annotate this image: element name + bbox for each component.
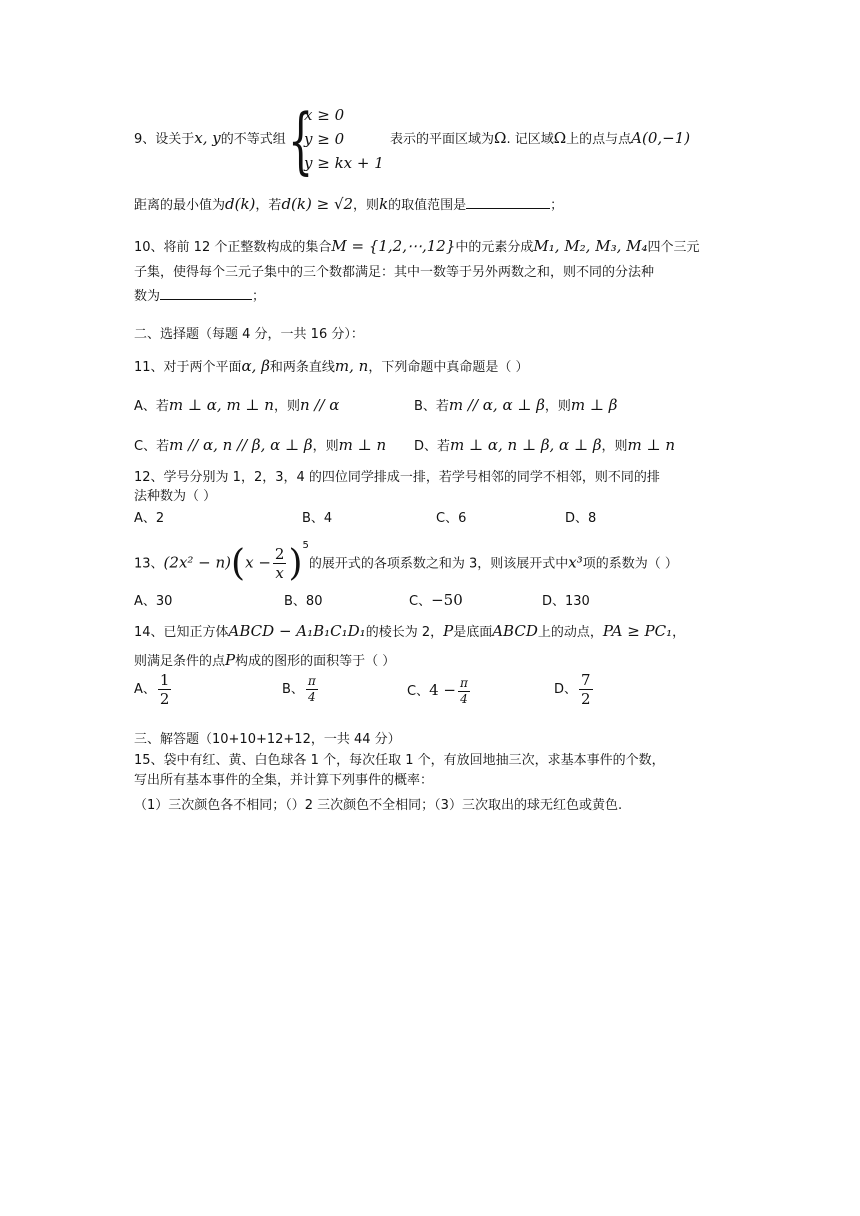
q14-base: ABCD bbox=[492, 622, 538, 640]
q14-option-c[interactable] bbox=[407, 668, 472, 712]
q10-line2: 子集，使得每个三元子集中的三个数都满足：其中一数等于另外两数之和，则不同的分法种 bbox=[134, 265, 655, 280]
q13-stem bbox=[134, 536, 678, 584]
q11-b-label: B、若 bbox=[414, 399, 449, 414]
q9-end: ； bbox=[550, 198, 564, 213]
q14-line2-b: 构成的图形的面积等于（ ） bbox=[235, 654, 396, 669]
q13-text2: 项的系数为（ ） bbox=[582, 556, 678, 572]
q10-b: 中的元素分成 bbox=[455, 240, 534, 255]
q14-b-label: B、 bbox=[282, 682, 304, 697]
q9-on-points: 上的点与点 bbox=[566, 132, 632, 147]
q15-line3: （1）三次颜色各不相同；（）2 三次颜色不全相同；（3）三次取出的球无红色或黄色. bbox=[134, 798, 623, 813]
q11-d-then: ，则 bbox=[601, 439, 628, 454]
q9-ineq-1: x ≥ 0 bbox=[304, 106, 345, 124]
q11-b-math: m // α, α ⊥ β bbox=[448, 396, 545, 414]
q9-line1-b bbox=[390, 129, 690, 149]
q14-e: ， bbox=[672, 625, 686, 640]
q11-b-then: ，则 bbox=[544, 399, 571, 414]
q13-exponent: 5 bbox=[302, 540, 309, 551]
q11-b: 和两条直线 bbox=[269, 360, 335, 375]
q9-record: . 记区域 bbox=[506, 132, 554, 147]
q14-a-den: 2 bbox=[159, 690, 170, 708]
q11-d-label: D、若 bbox=[414, 439, 451, 454]
q14-a-num: 1 bbox=[159, 671, 170, 689]
q11-c-label: C、若 bbox=[134, 439, 170, 454]
q10-subsets: M₁, M₂, M₃, M₄ bbox=[533, 237, 648, 255]
q14-option-a[interactable] bbox=[134, 668, 173, 712]
q12-line2: 法种数为（ ） bbox=[134, 489, 217, 504]
q14-c-num: π bbox=[459, 676, 468, 690]
q9-cond: d(k) ≥ √2 bbox=[281, 195, 354, 213]
q12-option-c[interactable]: C、6 bbox=[436, 511, 467, 526]
section-3-heading: 三、解答题（10+10+12+12，一共 44 分） bbox=[134, 732, 401, 747]
q13-option-a[interactable]: A、30 bbox=[134, 594, 173, 609]
q9-line2-a: 距离的最小值为 bbox=[134, 198, 226, 213]
q9-prefix: 9、设关于 bbox=[134, 132, 195, 147]
q13-open-paren: ( bbox=[231, 542, 246, 584]
q9-line2-c: ，则 bbox=[353, 198, 380, 213]
section-2-heading: 二、选择题（每题 4 分，一共 16 分）： bbox=[134, 327, 364, 342]
q11-c-then: ，则 bbox=[312, 439, 339, 454]
q9-omega-2: Ω bbox=[553, 129, 567, 147]
q14-d-num: 7 bbox=[581, 671, 591, 689]
q10-line3-text: 数为 bbox=[134, 289, 161, 304]
q9-ineq-2: y ≥ 0 bbox=[304, 130, 345, 148]
q14-option-d[interactable] bbox=[554, 668, 595, 712]
q10-c: 四个三元 bbox=[647, 240, 700, 255]
q11-a-label: A、若 bbox=[134, 399, 169, 414]
q10-line1 bbox=[134, 237, 700, 257]
q14-cube: ABCD − A₁B₁C₁D₁ bbox=[228, 622, 366, 640]
q14-b-fraction bbox=[306, 674, 318, 705]
q11-option-d[interactable] bbox=[414, 436, 675, 456]
q10-line3 bbox=[134, 285, 265, 306]
q14-line2-p: P bbox=[225, 651, 236, 669]
q11-d-math: m ⊥ α, n ⊥ β, α ⊥ β bbox=[450, 436, 602, 454]
q13-x: x − bbox=[245, 553, 271, 572]
q13-lead: (2x² − n) bbox=[163, 553, 232, 572]
q13-fraction-num: 2 bbox=[274, 545, 285, 564]
q10-a: 10、将前 12 个正整数构成的集合 bbox=[134, 240, 332, 255]
q13-fraction-den: x bbox=[275, 564, 284, 583]
q12-option-a[interactable]: A、2 bbox=[134, 511, 165, 526]
q14-cond: PA ≥ PC₁ bbox=[602, 622, 673, 640]
q11-lines: m, n bbox=[334, 357, 369, 375]
q14-b: 的棱长为 2， bbox=[365, 625, 444, 640]
q9-after-system: 表示的平面区域为 bbox=[390, 132, 495, 147]
q11-b-res: m ⊥ β bbox=[570, 396, 618, 414]
q15-line2: 写出所有基本事件的全集，并计算下列事件的概率： bbox=[134, 773, 434, 788]
q11-stem bbox=[134, 357, 528, 377]
q12-option-b[interactable]: B、4 bbox=[302, 511, 333, 526]
q13-text: 的展开式的各项系数之和为 3，则该展开式中 bbox=[308, 556, 569, 572]
q15-line1: 15、袋中有红、黄、白色球各 1 个，每次任取 1 个，有放回地抽三次，求基本事件的个数， bbox=[134, 753, 665, 768]
q13-fraction bbox=[273, 545, 287, 582]
q11-a: 11、对于两个平面 bbox=[134, 360, 242, 375]
q13-c-label: C、 bbox=[409, 594, 432, 609]
q12-line1: 12、学号分别为 1，2，3，4 的四位同学排成一排，若学号相邻的同学不相邻，则不同的排 bbox=[134, 470, 660, 485]
q14-d-fraction bbox=[579, 671, 593, 708]
q14-a-fraction bbox=[158, 671, 172, 708]
q11-c-res: m ⊥ n bbox=[338, 436, 387, 454]
q13-close-paren: ) bbox=[288, 542, 303, 584]
q13-option-b[interactable]: B、80 bbox=[284, 594, 323, 609]
q14-line1 bbox=[134, 622, 685, 642]
q13-c-val: −50 bbox=[431, 591, 463, 609]
q14-a-label: A、 bbox=[134, 682, 156, 697]
q14-line2-a: 则满足条件的点 bbox=[134, 654, 226, 669]
q14-b-num: π bbox=[307, 674, 316, 688]
q14-a: 14、已知正方体 bbox=[134, 625, 229, 640]
q14-d-label: D、 bbox=[554, 682, 578, 697]
q9-omega: Ω bbox=[494, 129, 507, 147]
q14-d-den: 2 bbox=[581, 690, 591, 708]
q14-c: 是底面 bbox=[453, 625, 493, 640]
q9-line2-b: ，若 bbox=[255, 198, 282, 213]
q9-mid: 的不等式组 bbox=[220, 132, 286, 147]
q10-answer-blank[interactable] bbox=[160, 285, 252, 300]
q11-option-b[interactable] bbox=[414, 396, 617, 416]
q13-num: 13、 bbox=[134, 556, 164, 572]
q9-vars: x, y bbox=[194, 129, 221, 147]
q11-option-c[interactable] bbox=[134, 436, 386, 456]
q9-line2 bbox=[134, 194, 563, 215]
q14-c-pre: 4 − bbox=[429, 681, 456, 699]
q9-dk: d(k) bbox=[225, 195, 256, 213]
q9-ineq-3: y ≥ kx + 1 bbox=[304, 154, 384, 172]
q10-set: M = {1,2,⋯,12} bbox=[331, 237, 456, 255]
q11-c: ，下列命题中真命题是（ ） bbox=[368, 360, 529, 375]
q10-end: ； bbox=[252, 289, 266, 304]
q14-b-den: 4 bbox=[308, 690, 316, 704]
q12-option-d[interactable]: D、8 bbox=[565, 511, 597, 526]
q9-point-a: A(0,−1) bbox=[631, 129, 691, 147]
q11-planes: α, β bbox=[241, 357, 270, 375]
q14-c-fraction bbox=[458, 676, 470, 707]
q11-a-then: ，则 bbox=[273, 399, 300, 414]
q13-x3: x³ bbox=[568, 553, 583, 572]
q14-p: P bbox=[443, 622, 454, 640]
q14-c-label: C、 bbox=[407, 684, 430, 699]
q13-option-d[interactable]: D、130 bbox=[542, 594, 590, 609]
q14-c-den: 4 bbox=[460, 692, 468, 706]
q11-d-res: m ⊥ n bbox=[627, 436, 676, 454]
q9-k: k bbox=[379, 195, 389, 213]
q14-option-b[interactable] bbox=[282, 668, 320, 712]
q11-c-math: m // α, n // β, α ⊥ β bbox=[169, 436, 313, 454]
q9-answer-blank[interactable] bbox=[466, 194, 550, 209]
q9-line2-d: 的取值范围是 bbox=[388, 198, 467, 213]
q11-option-a[interactable] bbox=[134, 396, 339, 416]
q11-a-math: m ⊥ α, m ⊥ n bbox=[168, 396, 274, 414]
q13-option-c[interactable] bbox=[409, 591, 463, 611]
q9-line1 bbox=[134, 129, 286, 149]
q14-d: 上的动点， bbox=[537, 625, 603, 640]
q11-a-res: n // α bbox=[299, 396, 340, 414]
q9-brace: { bbox=[288, 98, 314, 182]
